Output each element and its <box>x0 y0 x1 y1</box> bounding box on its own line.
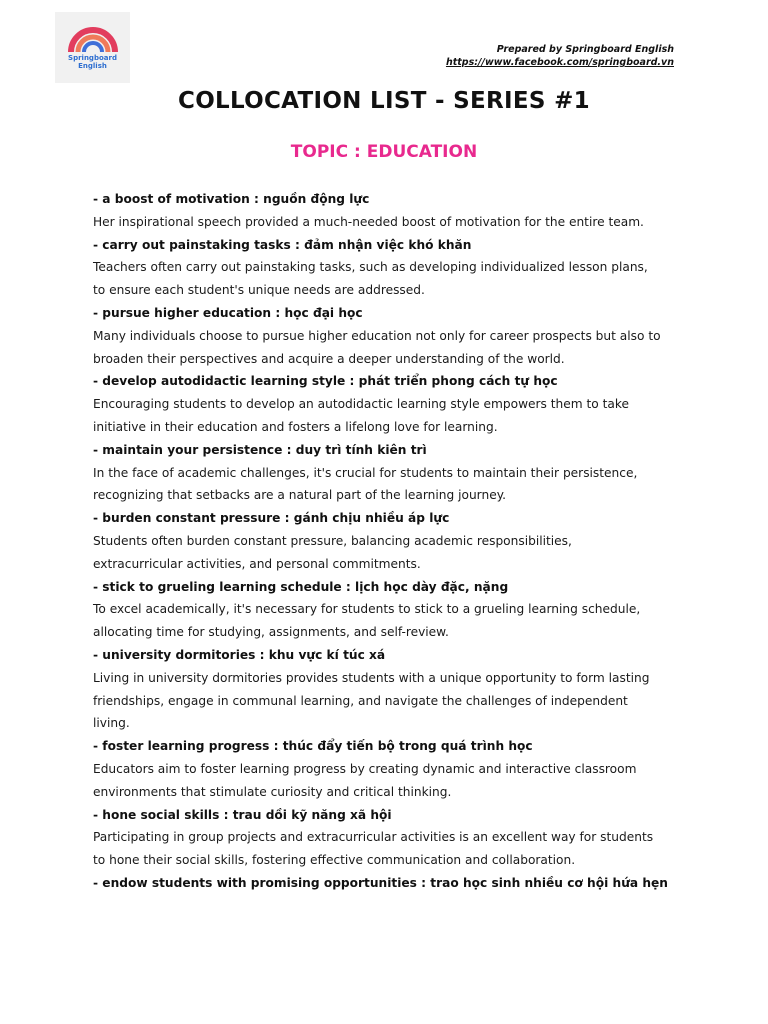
example-sentence-line: Students often burden constant pressure, balancing academic responsibilities, <box>93 533 572 548</box>
example-sentence-line: Participating in group projects and extracurricular activities is an excellent way for students <box>93 830 654 845</box>
example-sentence-line: living. <box>93 716 130 731</box>
example-sentence-line: to hone their social skills, fostering effective communication and collaboration. <box>93 853 576 868</box>
collocation-term: - hone social skills : trau dồi kỹ năng xã hội <box>93 807 392 822</box>
example-sentence-line: Encouraging students to develop an autodidactic learning style empowers them to take <box>93 397 630 412</box>
collocation-term: - a boost of motivation : nguồn động lực <box>93 192 370 206</box>
collocation-term: - develop autodidactic learning style : phát triển phong cách tự học <box>93 374 558 389</box>
collocation-term: - university dormitories : khu vực kí túc xá <box>93 647 386 662</box>
collocation-term: - stick to grueling learning schedule : lịch học dày đặc, nặng <box>93 579 509 594</box>
collocation-term: - pursue higher education : học đại học <box>93 305 363 320</box>
example-sentence-line: extracurricular activities, and personal commitments. <box>93 556 421 571</box>
example-sentence-line: initiative in their education and fosters a lifelong love for learning. <box>93 419 498 434</box>
rainbow-arch-icon <box>68 24 118 54</box>
example-sentence-line: to ensure each student's unique needs are addressed. <box>93 283 425 298</box>
example-sentence-line: Educators aim to foster learning progress by creating dynamic and interactive classroom <box>93 761 637 776</box>
prepared-by-text: Prepared by Springboard English <box>496 44 674 55</box>
topic-heading: TOPIC : EDUCATION <box>290 142 478 162</box>
example-sentence-line: In the face of academic challenges, it's crucial for students to maintain their persistence, <box>93 465 638 480</box>
example-sentence-line: Teachers often carry out painstaking tasks, such as developing individualized lesson plans, <box>93 260 648 275</box>
logo-text-line2: English <box>78 62 107 70</box>
collocation-list <box>93 188 693 895</box>
springboard-logo <box>55 12 130 83</box>
example-sentence-line: broaden their perspectives and acquire a deeper understanding of the world. <box>93 351 565 366</box>
example-sentence-line: recognizing that setbacks are a natural part of the learning journey. <box>93 488 507 503</box>
page-title: COLLOCATION LIST - SERIES #1 <box>178 88 590 114</box>
example-sentence-line: Living in university dormitories provides students with a unique opportunity to form lasting <box>93 670 650 685</box>
example-sentence-line: friendships, engage in communal learning, and navigate the challenges of independent <box>93 693 628 708</box>
collocation-term: - endow students with promising opportunities : trao học sinh nhiều cơ hội hứa hẹn <box>93 875 668 890</box>
example-sentence-line: To excel academically, it's necessary for students to stick to a grueling learning schedule, <box>93 602 641 617</box>
example-sentence-line: allocating time for studying, assignments, and self-review. <box>93 625 449 640</box>
header-credit <box>446 43 674 69</box>
facebook-link[interactable]: https://www.facebook.com/springboard.vn <box>445 57 674 68</box>
collocation-term: - maintain your persistence : duy trì tính kiên trì <box>93 442 427 457</box>
example-sentence-line: Her inspirational speech provided a much-needed boost of motivation for the entire team. <box>93 214 644 229</box>
collocation-term: - burden constant pressure : gánh chịu nhiều áp lực <box>93 511 450 526</box>
collocation-term: - foster learning progress : thúc đẩy tiến bộ trong quá trình học <box>93 739 533 754</box>
example-sentence-line: environments that stimulate curiosity and critical thinking. <box>93 784 452 799</box>
example-sentence-line: Many individuals choose to pursue higher education not only for career prospects but also to <box>93 328 661 343</box>
collocation-term: - carry out painstaking tasks : đảm nhận việc khó khăn <box>93 237 472 252</box>
logo-text-line1: Springboard <box>68 54 117 62</box>
